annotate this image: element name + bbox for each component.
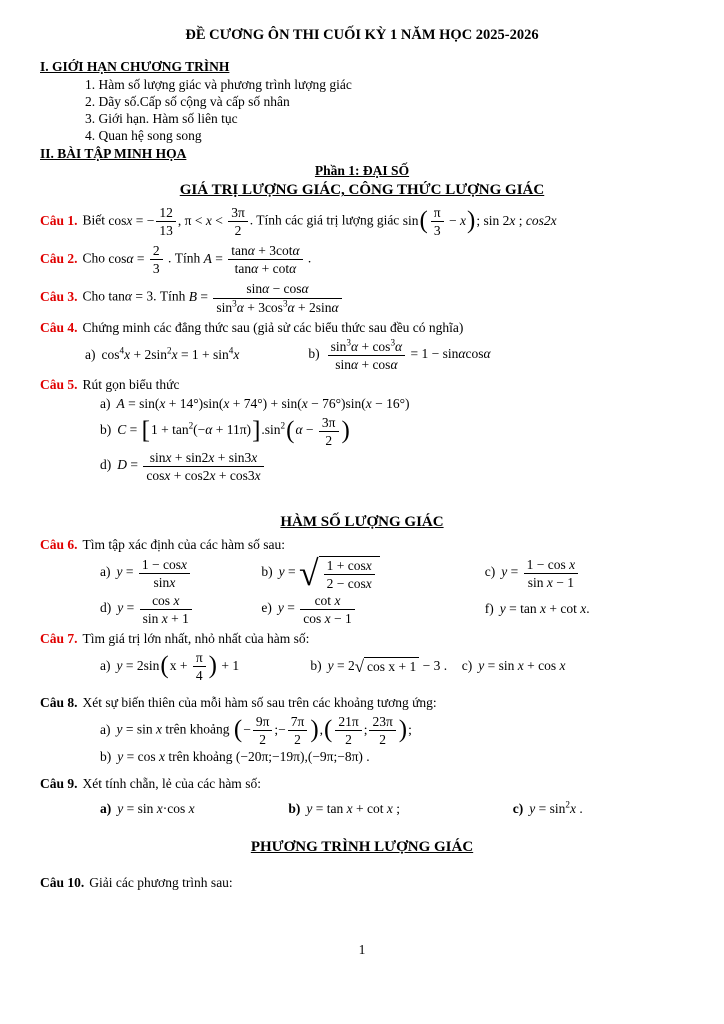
question-5-option-a: a) A = sin(x + 14°)sin(x + 74°) + sin(x − 76°)sin(x − 16°)	[100, 395, 410, 411]
question-4-option-b: b) $\frac{\sin^3\alpha + \cos^3\alpha}{\sin\alpha + \cos\alpha}$ = 1 − sinαcosα	[308, 337, 491, 372]
outline-item-1: 1. Hàm số lượng giác và phương trình lượng giác	[85, 77, 352, 92]
question-9-stem	[40, 776, 684, 793]
question-2-label: Câu 2.	[40, 250, 78, 266]
question-4-options	[85, 339, 684, 372]
question-6-option-e: e) y = $\frac{\text{cot x}}{\text{cos x − 1}}$	[261, 593, 481, 626]
question-2-text-3: .	[304, 250, 312, 266]
question-6-options-row-1	[100, 552, 684, 593]
question-6-option-d: d) y = $\frac{\text{cos x}}{\text{sin x + 1}}$	[100, 593, 258, 626]
question-10-text: Giải các phương trình sau:	[89, 875, 233, 891]
question-1-math-1: cosx = − $\frac{12}{13}$ , π < x < $\frac{3\pi}{2}$	[108, 213, 249, 228]
page-number: 1	[358, 942, 366, 957]
question-7-options	[100, 650, 684, 683]
question-8	[40, 695, 684, 766]
question-5-option-b: b) $C = [1 + \tan^2(-\alpha + 11\pi)].\sin^2(\alpha$ − $\frac{3\pi}{2}$ )	[100, 414, 350, 448]
question-9-options	[100, 801, 684, 818]
question-2-text: Cho	[82, 250, 109, 266]
outline-list	[40, 77, 684, 145]
question-6-option-b: b) y = √ $\frac{1 + \cos x}{2 - \cos x}$	[261, 556, 481, 591]
question-10-label: Câu 10.	[40, 875, 85, 891]
question-6-stem	[40, 537, 684, 554]
question-8-text: Xét sự biến thiên của mỗi hàm số sau trên các khoảng tương ứng:	[82, 695, 437, 711]
question-4-stem	[40, 320, 684, 337]
question-3	[40, 281, 684, 314]
question-3-text-2: . Tính	[153, 289, 189, 305]
question-6-option-f: f) y = tan x + cot x.	[484, 600, 590, 616]
question-3-text: Cho	[82, 289, 109, 305]
question-4-option-a: a) $\cos^4x + 2\sin^2x = 1 + \sin^4x$	[85, 345, 240, 362]
question-7-stem	[40, 631, 684, 648]
question-8-option-b: b) y = cos x trên khoảng (−20π;−19π),(−9π;−8π) .	[100, 749, 370, 765]
outline-item-3: 3. Giới hạn. Hàm số liên tục	[85, 110, 238, 126]
question-9-option-c: c) $y = \sin^2x$ .	[512, 799, 583, 817]
question-6-options-row-2	[100, 593, 684, 626]
question-4	[40, 320, 684, 372]
question-2	[40, 243, 684, 276]
question-6-option-a: a) y = $\frac{1 - \cos x}{\sin x}$	[100, 557, 258, 590]
question-7-option-c: c) y = sin x + cos x	[461, 658, 566, 674]
question-10	[40, 875, 684, 892]
question-5-option-d: d) D = $\frac{\sin x + \sin 2x + \sin 3x}{\cos x + \cos 2x + \cos 3x}$	[100, 450, 684, 483]
document-title: ĐỀ CƯƠNG ÔN THI CUỐI KỲ 1 NĂM HỌC 2025-2026	[185, 27, 539, 43]
question-3-math-1: tanα = 3	[108, 289, 154, 305]
subheading-gia-tri-luong-giac: GIÁ TRỊ LƯỢNG GIÁC, CÔNG THỨC LƯỢNG GIÁC	[179, 182, 545, 199]
question-6	[40, 537, 684, 626]
question-4-text: Chứng minh các đẳng thức sau (giả sử các biểu thức sau đều có nghĩa)	[82, 319, 464, 335]
question-1-text: Biết	[82, 212, 109, 228]
question-1-label: Câu 1.	[40, 212, 78, 228]
question-1-text-2: . Tính các giá trị lượng giác	[249, 212, 403, 228]
question-9-text: Xét tính chẵn, lẻ của các hàm số:	[82, 776, 261, 792]
question-3-math-2: B = $\frac{\sin\alpha - \cos\alpha}{\sin^3\alpha + 3\cos^3\alpha + 2\sin\alpha}$	[189, 289, 344, 304]
outline-item-4: 4. Quan hệ song song	[85, 127, 202, 143]
section-heading-i: I. GIỚI HẠN CHƯƠNG TRÌNH	[40, 59, 230, 75]
question-9-label: Câu 9.	[40, 776, 78, 792]
question-7-option-a: a) y = 2sin(x + $\frac{\pi}{4}$ ) + 1	[100, 649, 240, 683]
section-heading-ii: II. BÀI TẬP MINH HỌA	[40, 145, 187, 161]
question-7-label: Câu 7.	[40, 631, 78, 646]
question-7-option-b: b) y = 2 √ cos x + 1 − 3 .	[310, 656, 448, 676]
question-4-label: Câu 4.	[40, 319, 78, 335]
question-9-option-b: b) y = tan x + cot x ;	[288, 801, 400, 817]
question-2-math-1: cosα = $\frac{2}{3}$	[108, 251, 164, 266]
question-7-text: Tìm giá trị lớn nhất, nhỏ nhất của hàm số:	[82, 631, 310, 646]
question-8-stem	[40, 695, 684, 712]
question-5	[40, 377, 684, 483]
question-8-label: Câu 8.	[40, 695, 78, 711]
question-5-text: Rút gọn biểu thức	[82, 376, 180, 392]
outline-item-2: 2. Dãy số.Cấp số cộng và cấp số nhân	[85, 93, 290, 109]
question-6-option-c: c) y = $\frac{\text{1 − cos x}}{\text{sin x − 1}}$	[485, 557, 580, 590]
question-2-text-2: . Tính	[164, 250, 204, 266]
question-7	[40, 631, 684, 683]
question-5-stem	[40, 377, 684, 394]
question-6-text: Tìm tập xác định của các hàm số sau:	[82, 536, 285, 552]
question-8-option-a: a) y = sin x trên khoảng (− $\frac{9\pi}{2}$ ;− $\frac{7\pi}{2}$ ),( $\frac{21\pi}{2}$ ; $\frac{23\pi}{2}$ );	[100, 713, 412, 748]
question-9	[40, 776, 684, 818]
question-6-label: Câu 6.	[40, 536, 78, 552]
question-1	[40, 205, 684, 238]
subheading-ham-so-luong-giac: HÀM SỐ LƯỢNG GIÁC	[280, 513, 444, 530]
part1-heading: Phần 1: ĐẠI SỐ	[314, 163, 410, 179]
question-3-label: Câu 3.	[40, 289, 78, 305]
question-2-math-2: A = $\frac{\tan\alpha + 3\cot\alpha}{\tan\alpha + \cot\alpha}$	[204, 251, 305, 266]
question-5-label: Câu 5.	[40, 376, 78, 392]
question-9-option-a: a) y = sin x·cos x	[100, 801, 195, 817]
subheading-phuong-trinh-luong-giac: PHƯƠNG TRÌNH LƯỢNG GIÁC	[250, 839, 474, 856]
question-1-math-2: sin( $\frac{\pi}{3}$ − x); sin 2x ; cos2x	[402, 205, 557, 239]
